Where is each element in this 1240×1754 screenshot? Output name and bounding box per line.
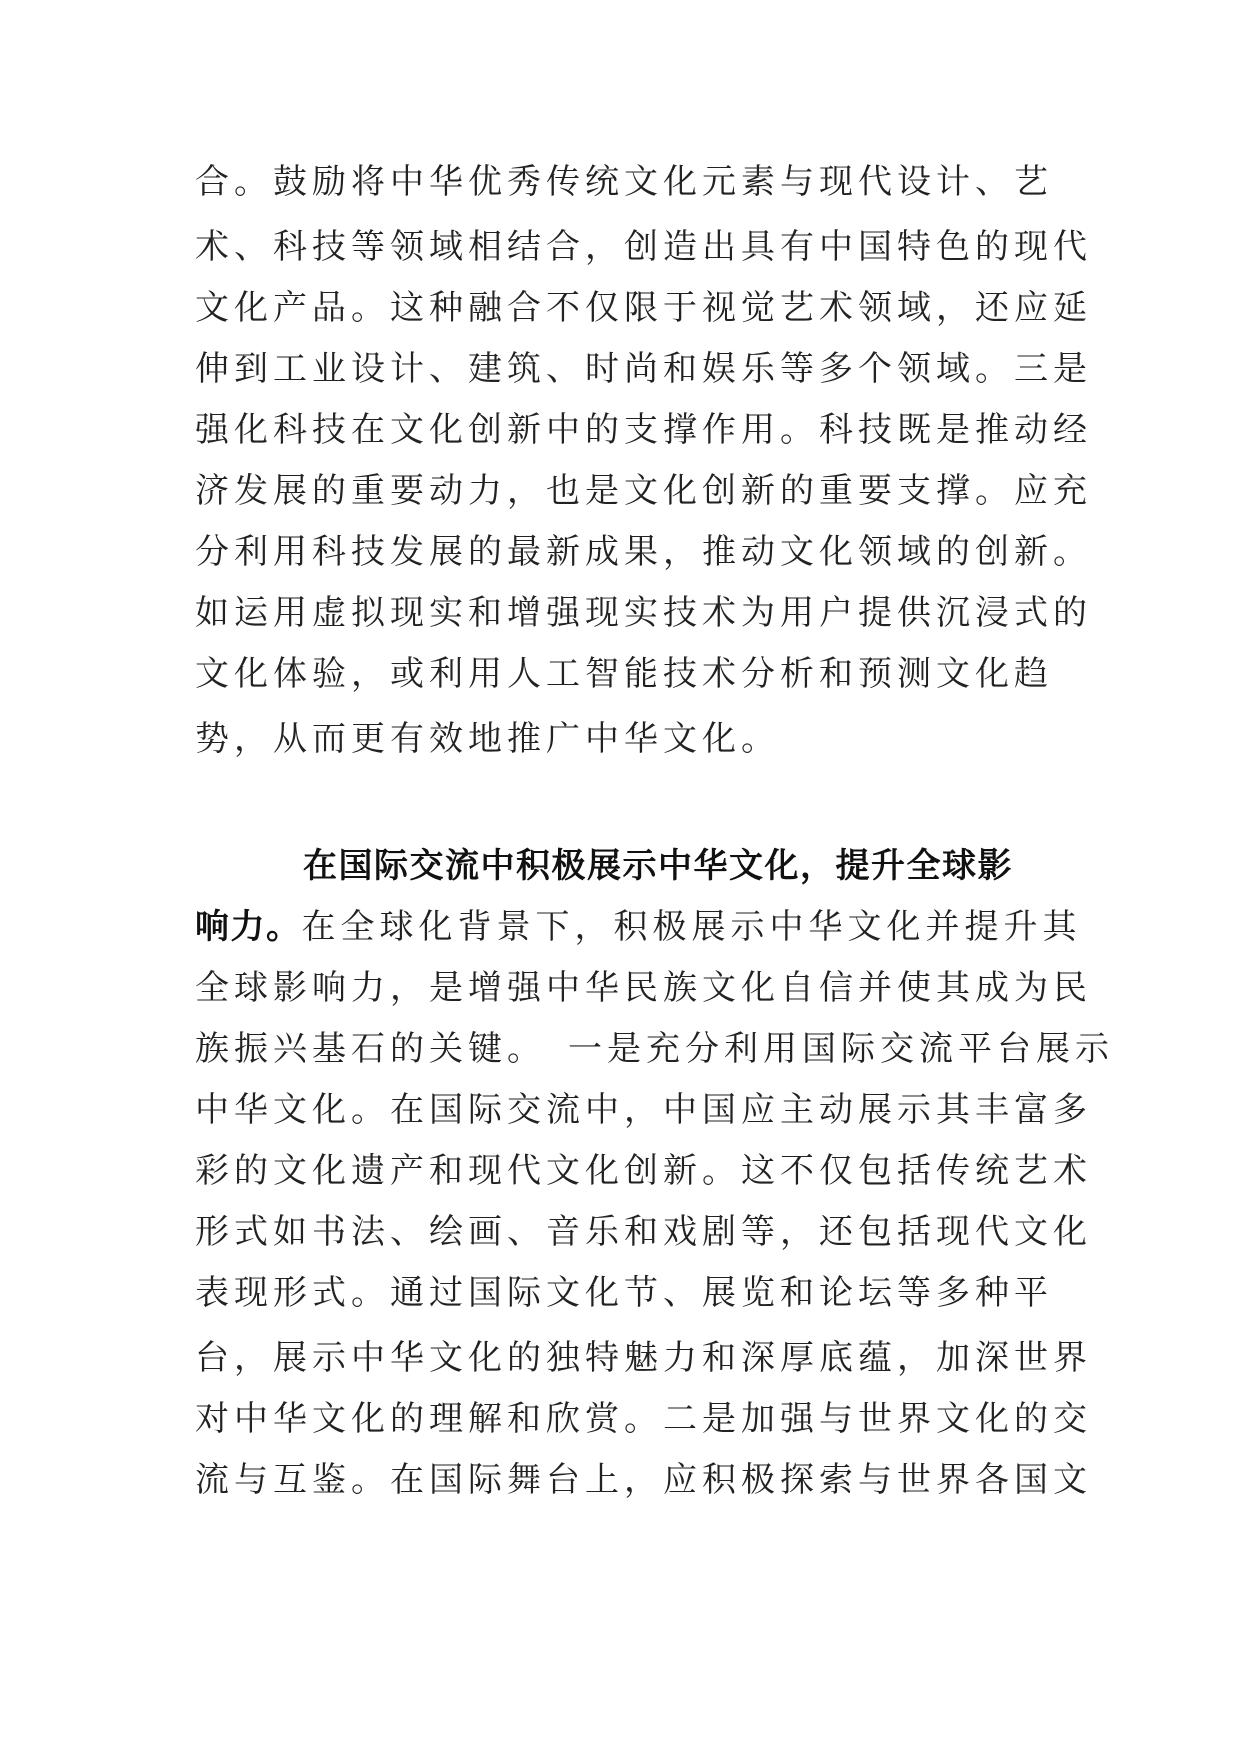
text-line: 文化产品。这种融合不仅限于视觉艺术领域，还应延 [195,288,1092,328]
text-line: 合。鼓励将中华优秀传统文化元素与现代设计、艺 [195,162,1053,202]
text-line: 对中华文化的理解和欣赏。二是加强与世界文化的交 [195,1399,1092,1439]
text-line: 族振兴基石的关键。 一是充分利用国际交流平台展示 [195,1029,1114,1069]
text-line: 表现形式。通过国际文化节、展览和论坛等多种平 [195,1273,1053,1313]
text-line-rest: 在全球化背景下，积极展示中华文化并提升其 [301,907,1082,947]
section-heading: 在国际交流中积极展示中华文化，提升全球影 [303,846,1013,886]
text-line: 流与互鉴。在国际舞台上，应积极探索与世界各国文 [195,1460,1092,1500]
text-line: 文化体验，或利用人工智能技术分析和预测文化趋 [195,654,1053,694]
text-line: 全球影响力，是增强中华民族文化自信并使其成为民 [195,968,1092,1008]
text-line: 强化科技在文化创新中的支撑作用。科技既是推动经 [195,410,1092,450]
text-line [195,907,1082,947]
text-line: 术、科技等领域相结合，创造出具有中国特色的现代 [195,227,1092,267]
text-line: 台，展示中华文化的独特魅力和深厚底蕴，加深世界 [195,1338,1092,1378]
text-line: 彩的文化遗产和现代文化创新。这不仅包括传统艺术 [195,1151,1092,1191]
text-line: 形式如书法、绘画、音乐和戏剧等，还包括现代文化 [195,1212,1092,1252]
section-heading-end: 响力。 [195,907,302,947]
text-line: 中华文化。在国际交流中，中国应主动展示其丰富多 [195,1090,1092,1130]
text-line: 如运用虚拟现实和增强现实技术为用户提供沉浸式的 [195,593,1092,633]
text-line: 势，从而更有效地推广中华文化。 [195,719,780,759]
text-line: 济发展的重要动力，也是文化创新的重要支撑。应充 [195,471,1092,511]
text-line: 分利用科技发展的最新成果，推动文化领域的创新。 [195,532,1092,572]
text-line: 伸到工业设计、建筑、时尚和娱乐等多个领域。三是 [195,349,1092,389]
